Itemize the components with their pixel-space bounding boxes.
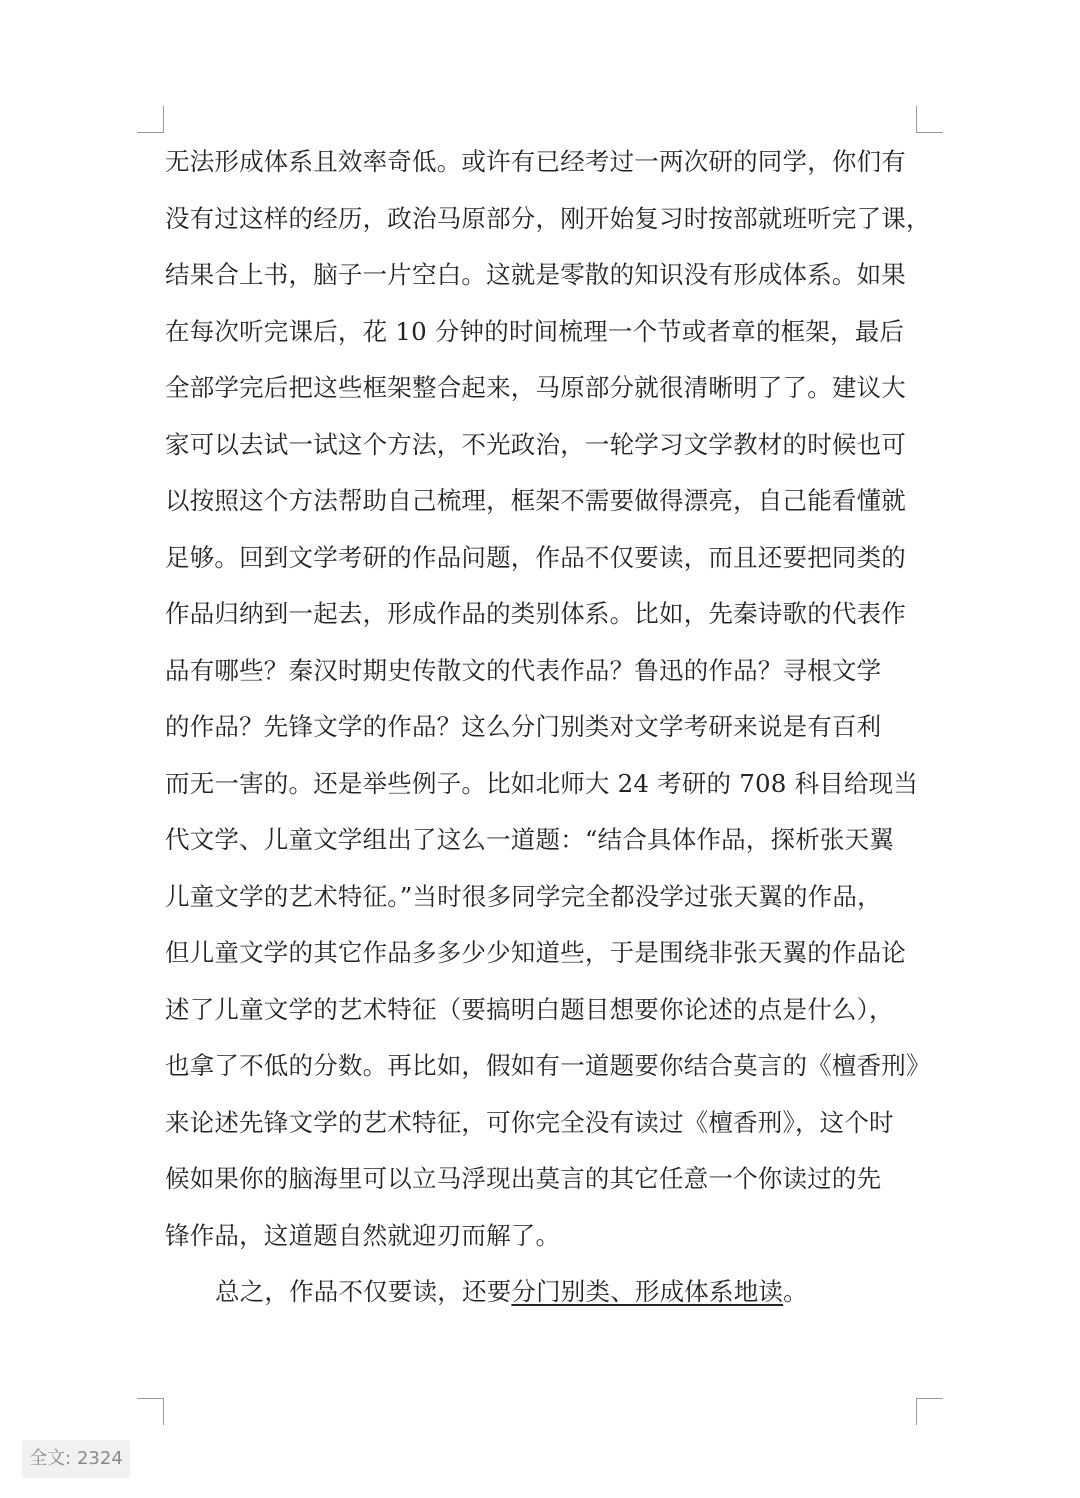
crop-mark-top-left (137, 106, 164, 133)
closing-suffix: 。 (783, 1277, 808, 1306)
text-line: 儿童文学的艺术特征。”当时很多同学完全都没学过张天翼的作品， (165, 881, 882, 911)
text-line: 来论述先锋文学的艺术特征，可你完全没有读过《檀香刑》，这个时 (165, 1107, 894, 1137)
text-line: 在每次听完课后，花 10 分钟的时间梳理一个节或者章的框架，最后 (165, 316, 905, 346)
text-line: 候如果你的脑海里可以立马浮现出莫言的其它任意一个你读过的先 (165, 1164, 882, 1193)
text-line: 品有哪些？秦汉时期史传散文的代表作品？鲁迅的作品？寻根文学 (165, 655, 882, 685)
text-line: 代文学、儿童文学组出了这么一道题：“结合具体作品，探析张天翼 (165, 825, 895, 854)
closing-prefix: 总之，作品不仅要读，还要 (215, 1277, 512, 1306)
text-line: 结果合上书，脑子一片空白。这就是零散的知识没有形成体系。如果 (165, 260, 906, 289)
word-count-badge[interactable]: 全文: 2324 (22, 1440, 130, 1478)
closing-underlined-text: 分门别类、形成体系地读 (511, 1277, 784, 1306)
text-line: 作品归纳到一起去，形成作品的类别体系。比如，先秦诗歌的代表作 (165, 599, 906, 628)
text-line: 但儿童文学的其它作品多多少少知道些，于是围绕非张天翼的作品论 (165, 938, 906, 967)
text-line: 无法形成体系且效率奇低。或许有已经考过一两次研的同学，你们有 (165, 147, 906, 176)
text-line: 也拿了不低的分数。再比如，假如有一道题要你结合莫言的《檀香刑》 (165, 1051, 931, 1080)
text-line: 述了儿童文学的艺术特征（要搞明白题目想要你论述的点是什么）， (165, 994, 894, 1024)
text-line: 没有过这样的经历，政治马原部分，刚开始复习时按部就班听完了课， (165, 203, 931, 233)
crop-mark-bottom-right (916, 1398, 943, 1425)
crop-mark-top-right (916, 106, 943, 133)
text-line: 的作品？先锋文学的作品？这么分门别类对文学考研来说是有百利 (165, 712, 882, 741)
text-line: 锋作品，这道题自然就迎刃而解了。 (165, 1220, 561, 1250)
text-line: 而无一害的。还是举些例子。比如北师大 24 考研的 708 科目给现当 (165, 768, 919, 798)
text-line: 全部学完后把这些框架整合起来，马原部分就很清晰明了了。建议大 (165, 373, 906, 402)
text-line: 足够。回到文学考研的作品问题，作品不仅要读，而且还要把同类的 (165, 542, 906, 572)
document-body[interactable] (165, 138, 931, 1325)
text-line: 家可以去试一试这个方法，不光政治，一轮学习文学教材的时候也可 (165, 429, 906, 459)
crop-mark-bottom-left (137, 1398, 164, 1425)
text-line: 以按照这个方法帮助自己梳理，框架不需要做得漂亮，自己能看懂就 (165, 486, 906, 515)
closing-paragraph (165, 1268, 925, 1325)
